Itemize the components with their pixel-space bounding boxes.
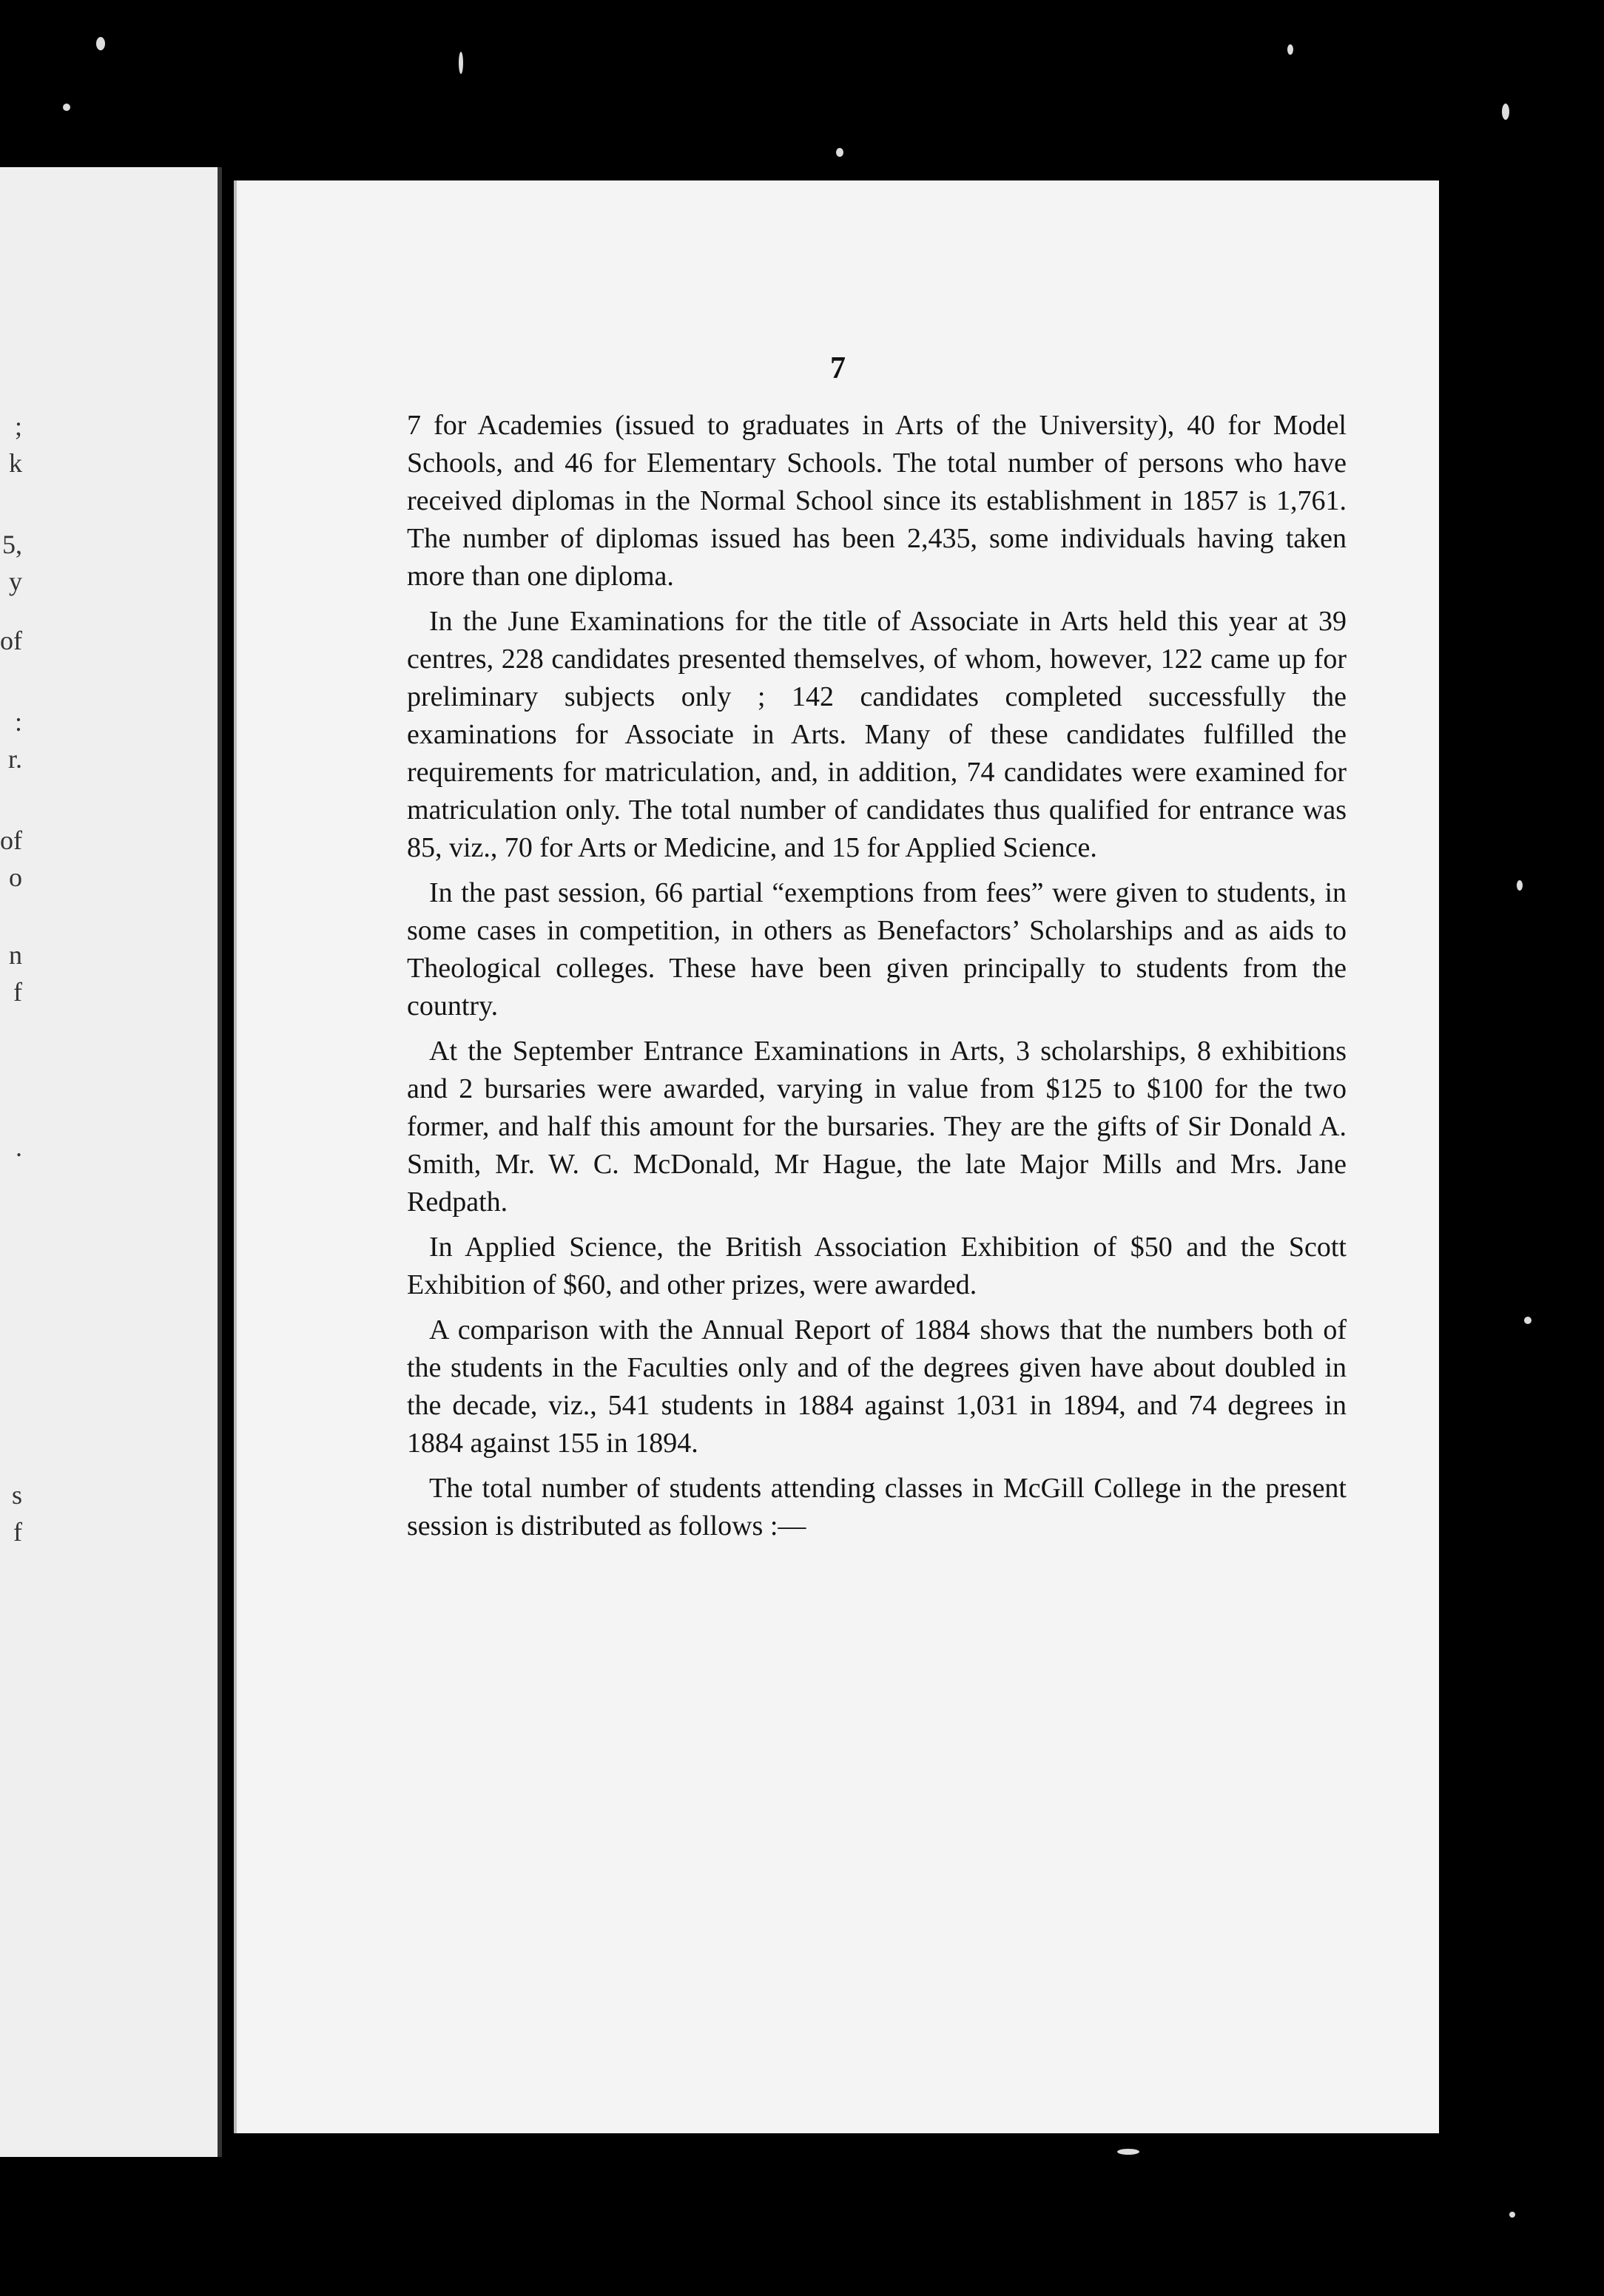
scan-speck bbox=[1287, 44, 1293, 55]
paragraph: 7 for Academies (issued to graduates in Arts of the University), 40 for Model Schools, and 46 for Elementary Schools. The total number of persons who have received diplomas in the Normal School since its establishment in 1857 is 1,761. The number of diplomas issued has been 2,435, some individuals having taken more than one diploma. bbox=[407, 410, 1347, 592]
scan-speck bbox=[63, 104, 70, 111]
left-fragment: r. bbox=[7, 744, 22, 774]
paragraph: At the September Entrance Examinations in Arts, 3 scholarships, 8 exhibitions and 2 bursaries were awarded, varying in value from $125 to $100 for the two former, and half this amount for the bursaries. They are the gifts of Sir Donald A. Smith, Mr. W. C. McDonald, Mr Hague, the late Major Mills and Mrs. Jane Redpath. bbox=[407, 1036, 1347, 1218]
paragraph: A comparison with the Annual Report of 1884 shows that the numbers both of the students in the Faculties only and of the degrees given have about doubled in the decade, viz., 541 students in 1884 against 1,031 in 1894, and 74 degrees in 1884 against 155 in 1894. bbox=[407, 1314, 1347, 1459]
left-fragment: ; bbox=[14, 411, 22, 441]
left-fragment: o bbox=[9, 862, 22, 892]
left-fragment: . bbox=[16, 1132, 22, 1162]
paragraph: In the June Examinations for the title of Associate in Arts held this year at 39 centres, 228 candidates presented themselves, of whom, however, 122 came up for preliminary subjects only ; 142 candidates completed successfully the examinations for Associate in Arts. Many of these candidates fulfilled the requirements for matriculation, and, in addition, 74 candidates were examined for matriculation only. The total number of candidates thus qualified for entrance was 85, viz., 70 for Arts or Medicine, and 15 for Applied Science. bbox=[407, 606, 1347, 863]
left-fragment: s bbox=[11, 1480, 22, 1510]
document-page bbox=[234, 180, 1439, 2133]
left-fragment: f bbox=[13, 977, 22, 1007]
left-page-margin bbox=[0, 167, 222, 2157]
left-fragment: n bbox=[9, 940, 22, 970]
left-fragment: y bbox=[9, 567, 22, 596]
left-fragment: of bbox=[0, 626, 22, 655]
body-text bbox=[407, 407, 1347, 1553]
paragraph: In Applied Science, the British Association Exhibition of $50 and the Scott Exhibition of $60, and other prizes, were awarded. bbox=[407, 1232, 1347, 1300]
left-fragment: 5, bbox=[2, 530, 22, 559]
scan-speck bbox=[96, 37, 105, 50]
page-gutter bbox=[218, 167, 222, 2157]
scan-speck bbox=[1502, 104, 1509, 120]
paragraph: The total number of students attending classes in McGill College in the present session is distributed as follows :— bbox=[407, 1473, 1347, 1542]
page-number: 7 bbox=[830, 351, 846, 385]
scan-speck bbox=[836, 148, 843, 157]
scan-speck bbox=[1524, 1317, 1531, 1324]
left-fragment: f bbox=[13, 1517, 22, 1547]
scan-speck bbox=[1517, 880, 1523, 891]
scan-speck bbox=[459, 52, 463, 74]
left-fragment: k bbox=[9, 448, 22, 478]
left-fragment: of bbox=[0, 825, 22, 855]
scan-speck bbox=[1509, 2212, 1515, 2218]
left-fragment: : bbox=[14, 707, 22, 737]
scan-speck bbox=[1117, 2149, 1139, 2155]
paragraph: In the past session, 66 partial “exemptions from fees” were given to students, in some cases in competition, in others as Benefactors’ Scholarships and as aids to Theological colleges. These have been given principally to students from the country. bbox=[407, 877, 1347, 1022]
